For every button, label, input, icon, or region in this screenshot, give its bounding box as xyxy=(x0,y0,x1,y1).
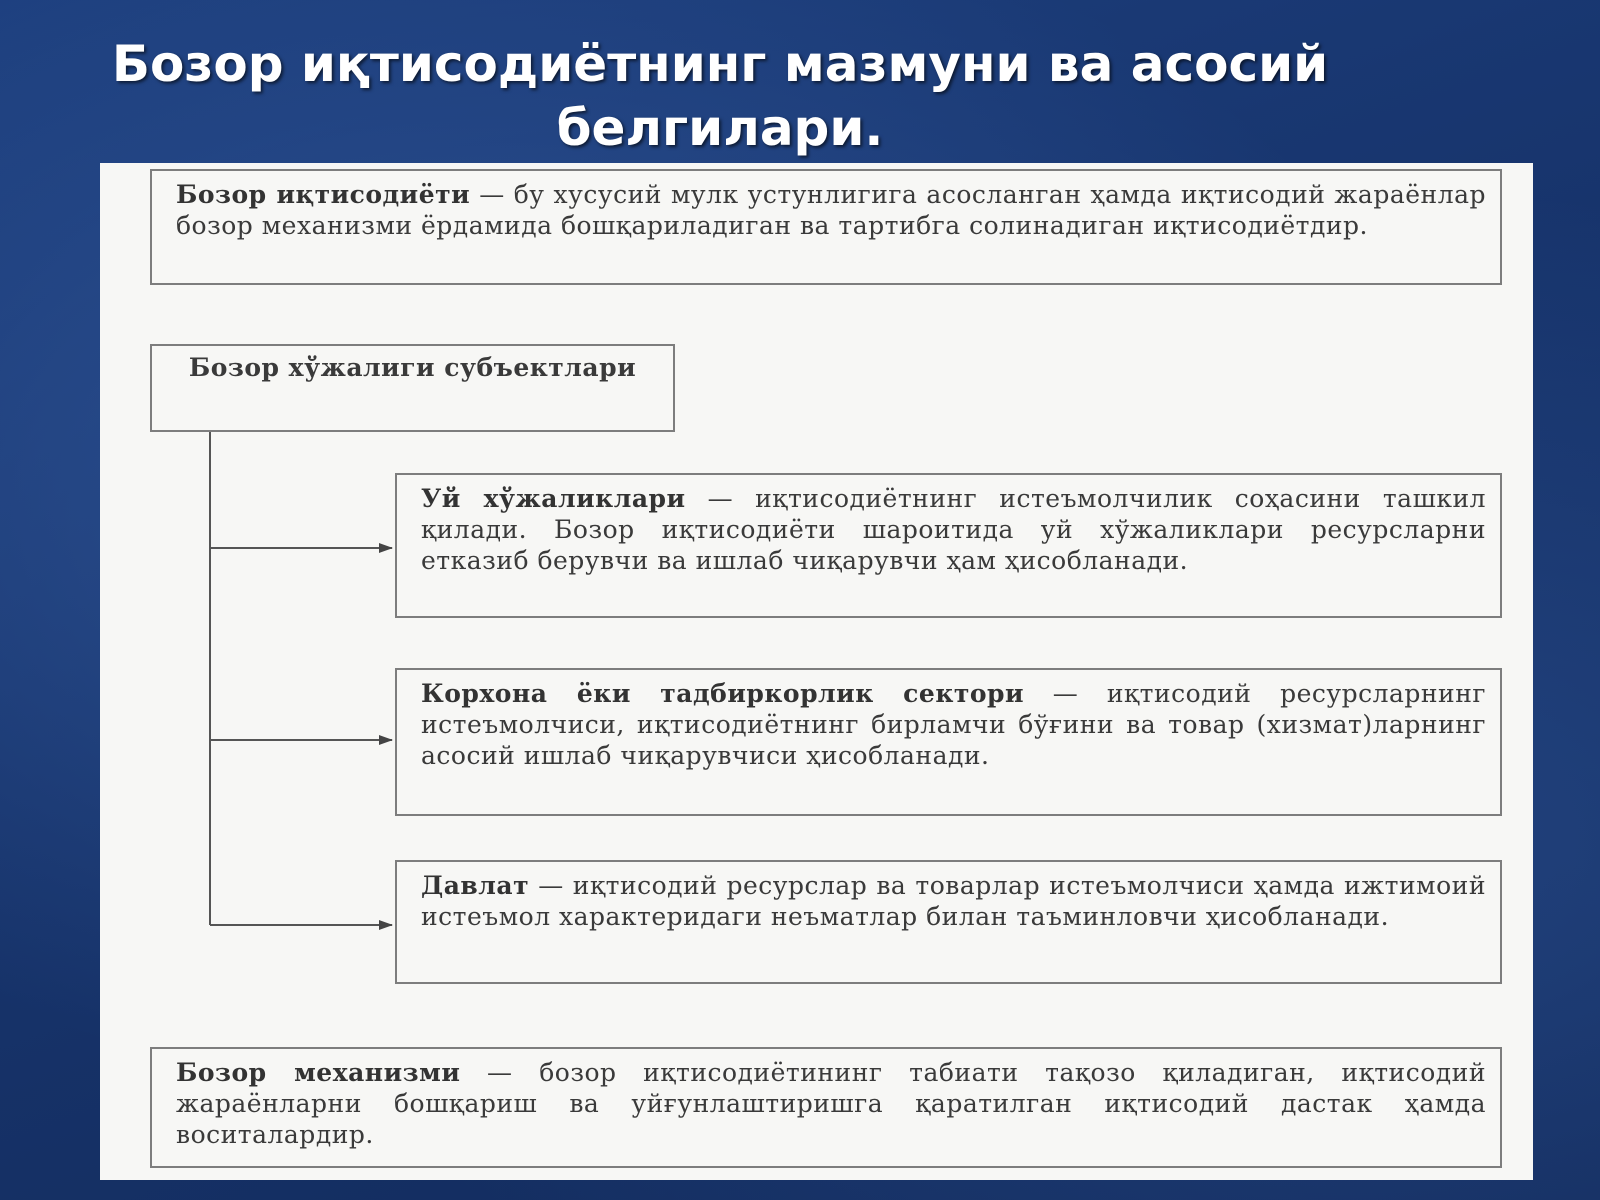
subject-text: — иқтисодий ресурслар ва товарлар истеъмолчиси ҳамда ижтимоий истеъмол характеридаги неъматлар билан таъминловчи ҳисобланади. xyxy=(421,871,1486,931)
subject-text: — иқтисодиётнинг истеъмолчилик соҳасини ташкил қилади. Бозор иқтисодиёти шароитида уй хўжаликлари ресурсларни етказиб берувчи ва ишлаб чиқарувчи ҳам ҳисобланади. xyxy=(421,484,1487,575)
subject-term: Уй хўжаликлари xyxy=(421,484,686,513)
mechanism-text: — бозор иқтисодиётининг табиати тақозо қиладиган, иқтисодий жараёнларни бошқариш ва уйғунлаштиришга қаратилган иқтисодий дастак ҳамда воситалардир. xyxy=(176,1058,1486,1149)
subject-box-state xyxy=(395,860,1502,984)
mechanism-box xyxy=(150,1047,1502,1168)
definition-text: — бу хусусий мулк устунлигига асосланган ҳамда иқтисодий жараёнлар бозор механизми ёрдамида бошқариладиган ва тартибга солинадиган иқтисодиётдир. xyxy=(176,180,1486,240)
mechanism-term: Бозор механизми xyxy=(176,1058,461,1087)
subject-box-households xyxy=(395,473,1502,618)
definition-term: Бозор иқтисодиёти xyxy=(176,180,471,209)
subjects-title: Бозор хўжалиги субъектлари xyxy=(188,353,637,382)
diagram-sheet xyxy=(100,163,1533,1180)
subject-text: — иқтисодий ресурсларнинг истеъмолчиси, иқтисодиётнинг бирламчи бўғини ва товар (хизмат)ларнинг асосий ишлаб чиқарувчиси ҳисобланади. xyxy=(421,679,1486,770)
subject-term: Давлат xyxy=(421,871,530,900)
subject-box-enterprise xyxy=(395,668,1502,816)
slide-title: Бозор иқтисодиётнинг мазмуни ва асосий белгилари. xyxy=(111,35,1329,157)
subject-term: Корхона ёки тадбиркорлик сектори xyxy=(421,679,1025,708)
